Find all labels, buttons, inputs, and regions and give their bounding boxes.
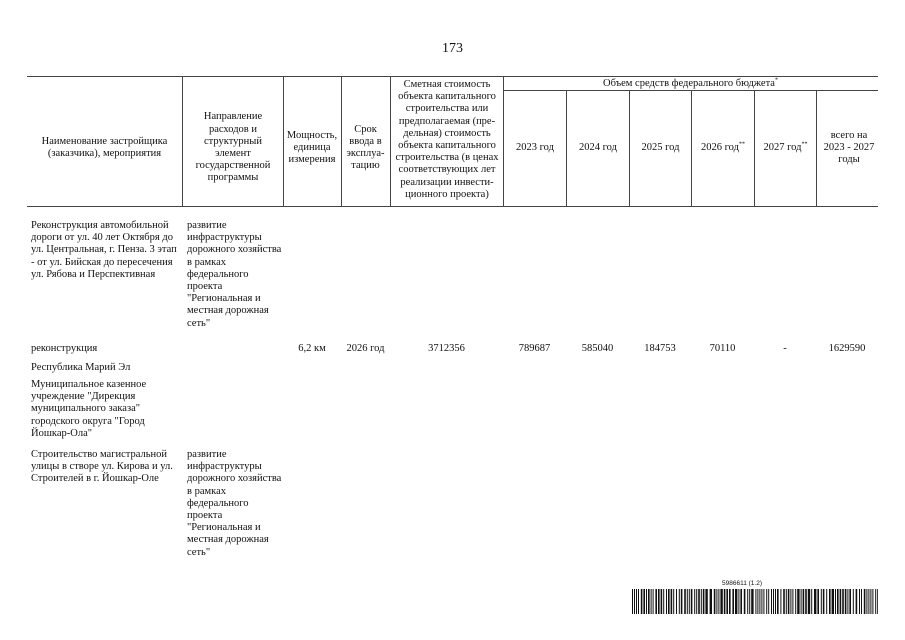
barcode-bar <box>661 589 663 614</box>
table-header-bottom-border <box>27 206 878 207</box>
header-name: Наименование застройщика (заказчика), мероприятия <box>41 135 168 159</box>
column-divider <box>390 76 391 206</box>
header-year-2023: 2023 год <box>516 141 554 153</box>
barcode-bar <box>720 589 722 614</box>
barcode-bar <box>859 589 860 614</box>
barcode-bar <box>744 589 746 614</box>
barcode-bar <box>853 589 854 614</box>
barcode-bar <box>864 589 866 614</box>
barcode-bar <box>826 589 827 614</box>
barcode-bar <box>691 589 693 614</box>
barcode-bar <box>808 589 810 614</box>
barcode-bar <box>668 589 670 614</box>
barcode-bar <box>679 589 680 614</box>
row-5-direction: развитие инфраструктуры дорожного хозяйства в рамках федерального проекта "Региональная и местная дорожная сеть" <box>187 449 282 558</box>
barcode-bar <box>694 589 695 614</box>
barcode-bar <box>788 589 790 614</box>
barcode-bar <box>790 589 791 614</box>
row-2-term: 2026 год <box>346 343 385 354</box>
barcode-bar <box>751 589 753 614</box>
barcode-bar <box>714 589 716 614</box>
barcode-bar <box>847 589 848 614</box>
barcode-bar <box>861 589 862 614</box>
barcode-bar <box>845 589 847 614</box>
barcode-bar <box>823 589 825 614</box>
header-term: Срок ввода в эксплуа-тацию <box>346 123 385 172</box>
barcode-bar <box>761 589 762 614</box>
barcode-bar <box>877 589 878 614</box>
barcode-bar <box>780 589 781 614</box>
barcode-bar <box>783 589 785 614</box>
barcode-bar <box>732 589 734 614</box>
barcode-bar <box>842 589 844 614</box>
page-number: 173 <box>442 41 463 56</box>
barcode-bar <box>716 589 717 614</box>
barcode-bar <box>747 589 748 614</box>
barcode-bar <box>771 589 772 614</box>
barcode-bar <box>710 589 712 614</box>
header-direction: Направление расходов и структурный элемент государственной программы <box>195 111 271 184</box>
barcode-bar <box>638 589 639 614</box>
barcode-bar <box>651 589 652 614</box>
row-2-y2023: 789687 <box>518 343 551 354</box>
row-2-total: 1629590 <box>828 343 866 354</box>
row-5-name: Строительство магистральной улицы в створе ул. Кирова и ул. Строителей в г. Йошкар-Оле <box>31 449 173 485</box>
barcode-bar <box>755 589 756 614</box>
barcode-bar <box>868 589 869 614</box>
barcode-bar <box>792 589 793 614</box>
row-2-name: реконструкция <box>31 343 98 354</box>
row-2-y2025: 184753 <box>644 343 676 354</box>
barcode-bar <box>738 589 739 614</box>
barcode-bar <box>701 589 702 614</box>
header-year-2024: 2024 год <box>579 141 617 153</box>
barcode-bar <box>726 589 728 614</box>
barcode-bar <box>759 589 760 614</box>
barcode-bar <box>735 589 737 614</box>
row-1-direction: развитие инфраструктуры дорожного хозяйства в рамках федерального проекта "Региональная и местная дорожная сеть" <box>187 220 282 329</box>
column-divider <box>816 90 817 206</box>
row-2-cost: 3712356 <box>428 343 465 354</box>
barcode-bar <box>775 589 776 614</box>
barcode-bar <box>643 589 645 614</box>
barcode-image <box>632 589 878 614</box>
barcode-bar <box>687 589 688 614</box>
barcode-bar <box>671 589 673 614</box>
barcode-bar <box>757 589 758 614</box>
row-4-name: Муниципальное казенное учреждение "Дирекция муниципального заказа" городского округа "Город Йошкар-Ола" <box>31 379 147 439</box>
table-top-border <box>27 76 878 77</box>
barcode-bar <box>856 589 858 614</box>
barcode-bar <box>875 589 876 614</box>
barcode-bar <box>681 589 683 614</box>
column-divider <box>182 76 183 206</box>
barcode-bar <box>797 589 799 614</box>
barcode-bar <box>705 589 707 614</box>
barcode-bar <box>684 589 686 614</box>
barcode-bar <box>655 589 657 614</box>
header-total: всего на 2023 - 2027 годы <box>823 129 875 166</box>
header-year-2026: 2026 год** <box>701 141 745 153</box>
barcode-bar <box>648 589 650 614</box>
barcode-bar <box>870 589 871 614</box>
barcode-bar <box>766 589 767 614</box>
barcode-bar <box>724 589 726 614</box>
barcode-bar <box>749 589 750 614</box>
barcode-bar <box>821 589 822 614</box>
barcode-bar <box>773 589 774 614</box>
barcode-bar <box>698 589 700 614</box>
barcode-bar <box>805 589 807 614</box>
barcode-bar <box>768 589 769 614</box>
barcode-bar <box>673 589 674 614</box>
barcode-bar <box>814 589 816 614</box>
barcode-bar <box>653 589 654 614</box>
barcode-bar <box>632 589 633 614</box>
barcode-bar <box>801 589 802 614</box>
header-year-2025: 2025 год <box>641 141 680 153</box>
barcode-bar <box>641 589 643 614</box>
barcode-bar <box>835 589 836 614</box>
barcode-bar <box>786 589 787 614</box>
row-2-capacity: 6,2 км <box>298 343 326 354</box>
row-2-y2024: 585040 <box>581 343 614 354</box>
header-budget-group: Объем средств федерального бюджета* <box>603 77 778 89</box>
barcode-bar <box>777 589 779 614</box>
barcode-bar <box>703 589 705 614</box>
barcode-bar <box>663 589 664 614</box>
barcode-bar <box>676 589 677 614</box>
row-2-y2026: 70110 <box>709 343 736 354</box>
barcode-bar <box>811 589 812 614</box>
row-1-name: Реконструкция автомобильной дороги от ул. 40 лет Октября до ул. Центральная, г. Пенза. 3 этап - от ул. Бийская до пересечения ул. Рябова и Перспективная <box>31 220 177 280</box>
barcode-bar <box>763 589 764 614</box>
barcode-bar <box>636 589 637 614</box>
barcode-bar <box>817 589 819 614</box>
barcode-bar <box>729 589 731 614</box>
row-2-y2027: - <box>783 343 787 354</box>
barcode-bar <box>872 589 873 614</box>
barcode-bar <box>840 589 842 614</box>
barcode-bar <box>696 589 697 614</box>
barcode-bar <box>837 589 839 614</box>
barcode-bar <box>849 589 851 614</box>
header-capacity: Мощность, единица измерения <box>286 129 338 166</box>
barcode-bar <box>658 589 660 614</box>
header-year-2027: 2027 год** <box>763 141 808 153</box>
barcode-bar <box>832 589 834 614</box>
barcode-bar <box>666 589 667 614</box>
barcode-bar <box>634 589 635 614</box>
barcode-bar <box>646 589 647 614</box>
barcode-bar <box>718 589 719 614</box>
barcode-bar <box>829 589 831 614</box>
barcode-bar <box>740 589 742 614</box>
barcode-bar <box>689 589 690 614</box>
barcode-text: 5986611 (1.2) <box>722 580 762 587</box>
barcode-bar <box>866 589 867 614</box>
barcode-bar <box>795 589 796 614</box>
header-cost: Сметная стоимость объекта капитального строительства или предполагаемая (пре-дельная) стоимость объекта капитального строительства (в ценах соответствующих лет реализации инвести-ционного проекта) <box>395 79 499 200</box>
barcode-bar <box>803 589 805 614</box>
row-3-name: Республика Марий Эл <box>31 362 131 373</box>
